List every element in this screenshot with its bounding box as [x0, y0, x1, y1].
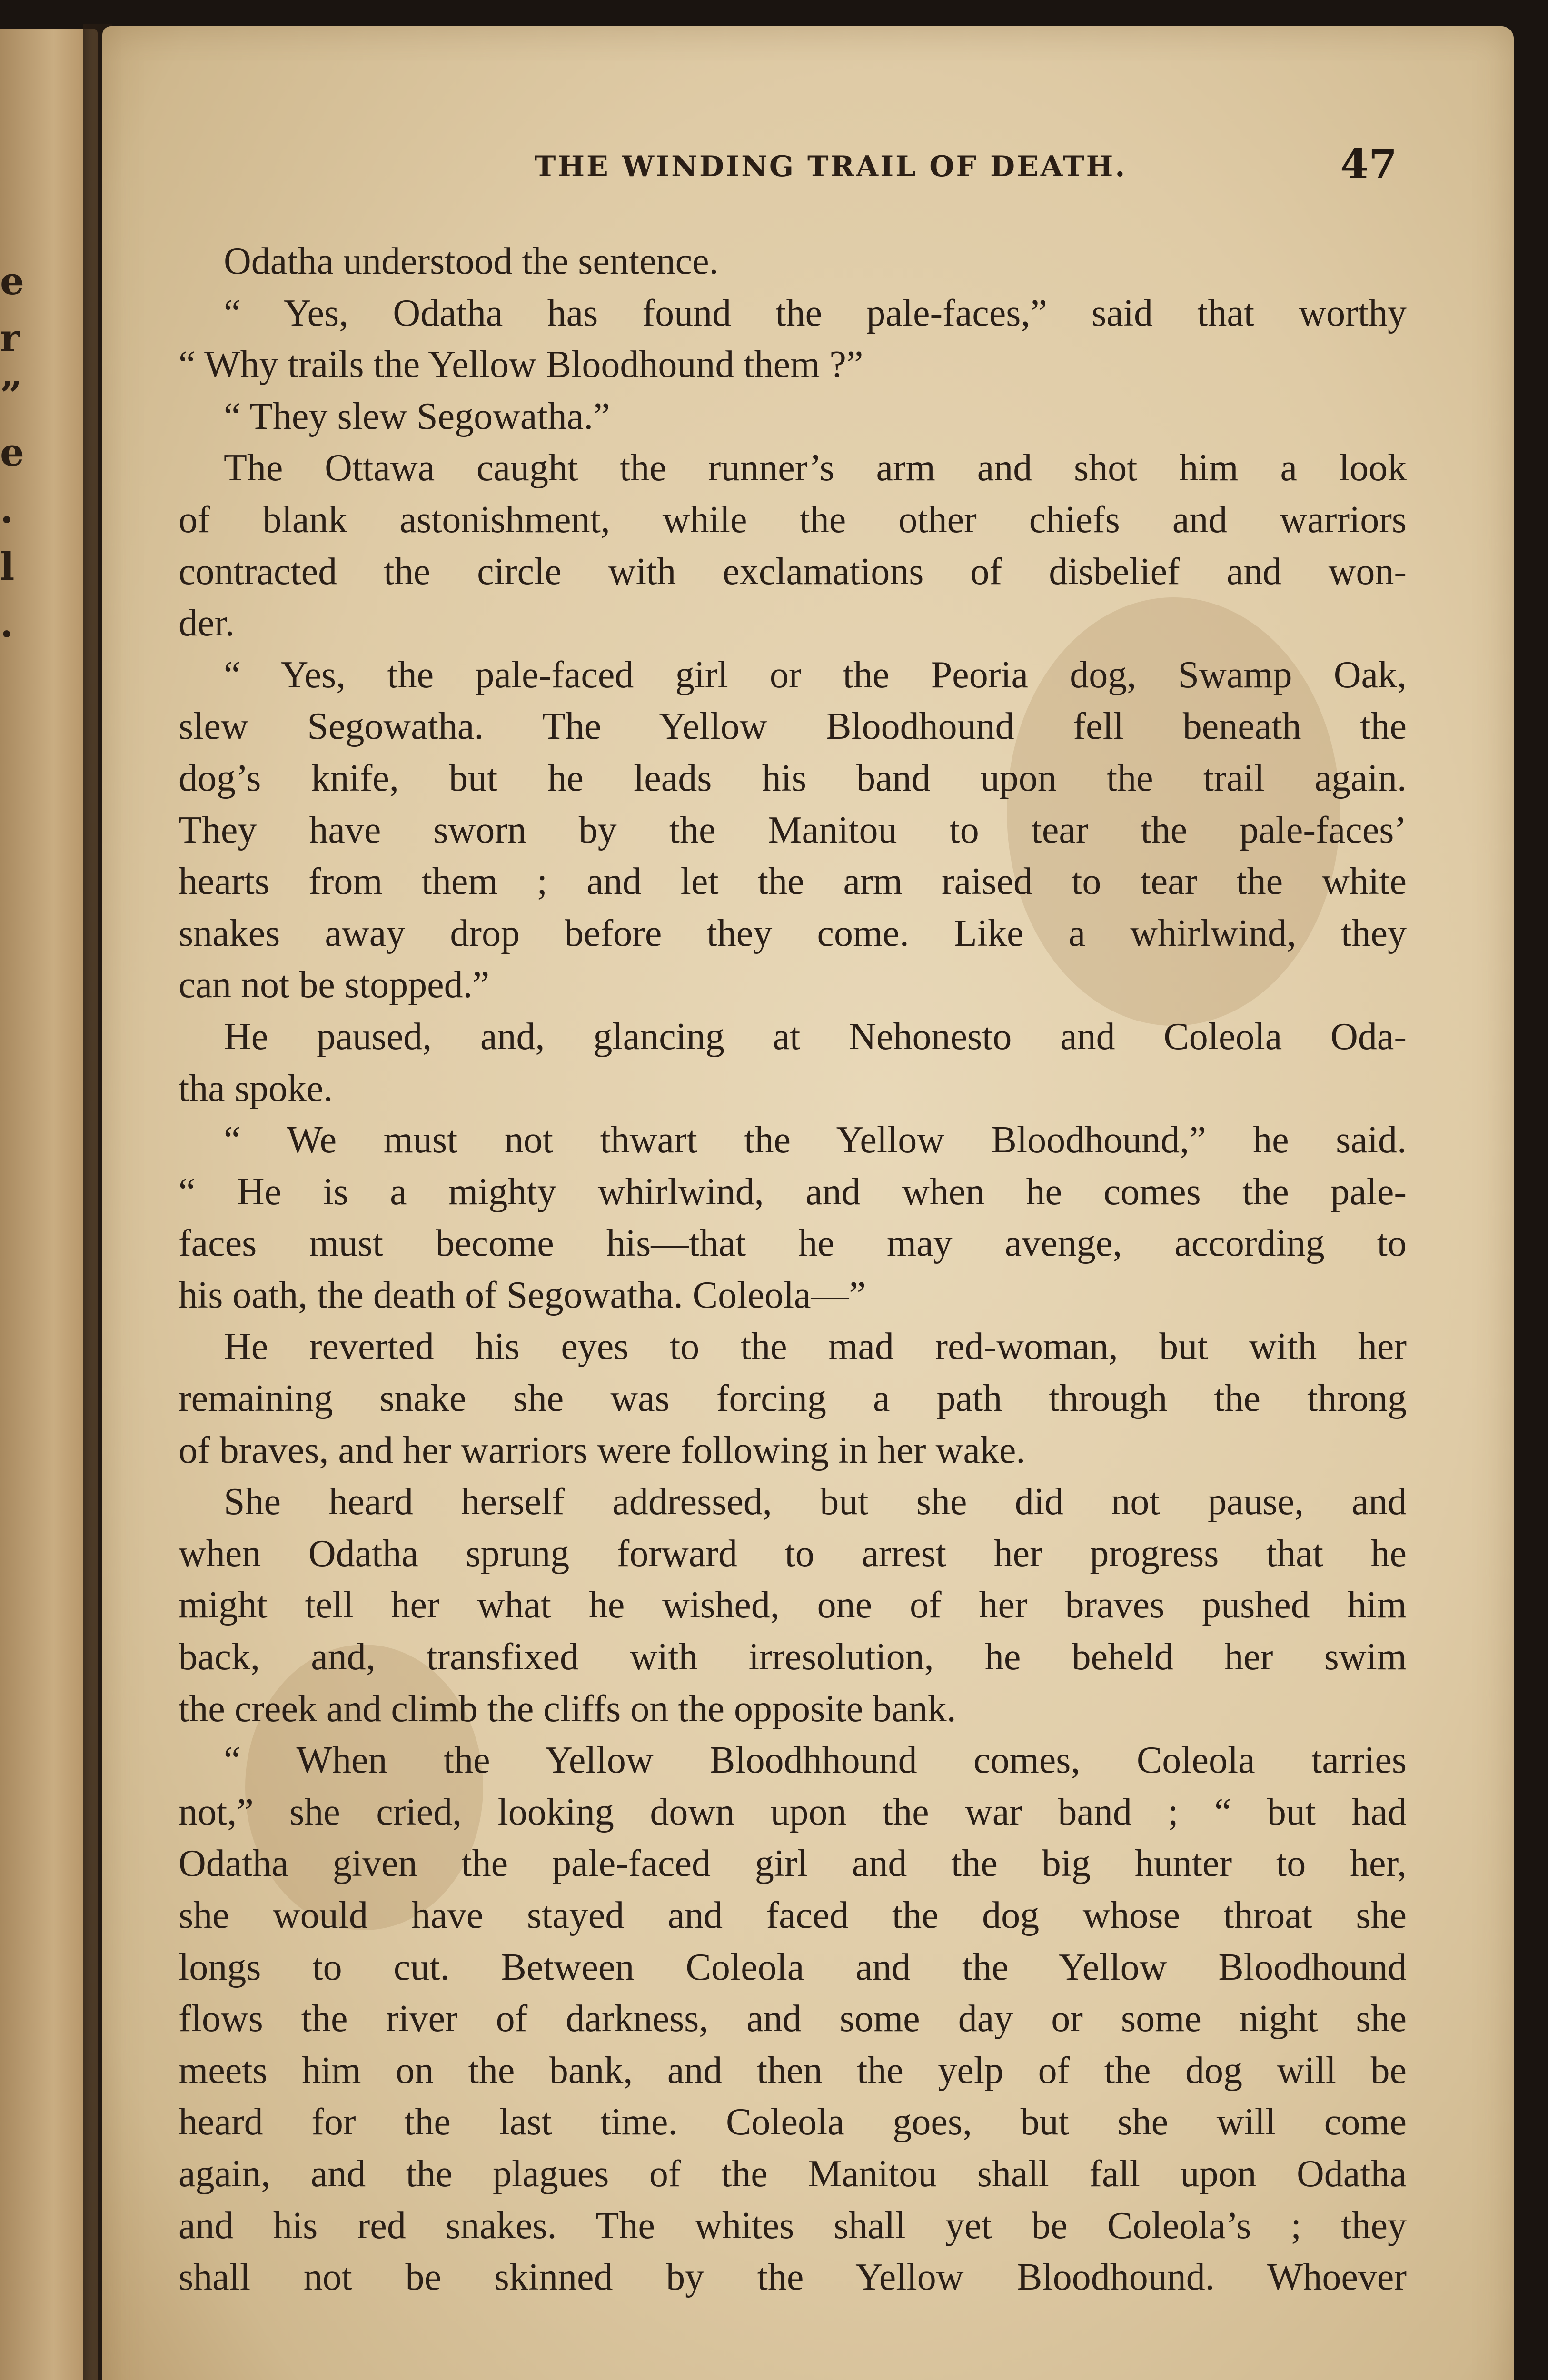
- text-line: slew Segowatha. The Yellow Bloodhound fell beneath the: [179, 705, 1407, 748]
- fragment: e: [0, 430, 24, 475]
- text-line: shall not be skinned by the Yellow Bloodhound. Whoever: [179, 2256, 1407, 2299]
- text-line: Odatha given the pale-faced girl and the big hunter to her,: [179, 1843, 1407, 1885]
- book-page: [102, 26, 1514, 2380]
- text-line: The Ottawa caught the runner’s arm and shot him a look: [224, 447, 1407, 489]
- fragment: .: [0, 487, 13, 532]
- text-line: she would have stayed and faced the dog whose throat she: [179, 1894, 1407, 1936]
- text-line: his oath, the death of Segowatha. Coleola—”: [179, 1274, 866, 1316]
- body-text: [179, 236, 1407, 2303]
- text-line: He reverted his eyes to the mad red-woman, but with her: [224, 1326, 1407, 1368]
- text-line: might tell her what he wished, one of her braves pushed him: [179, 1584, 1407, 1626]
- text-line: back, and, transfixed with irresolution, he beheld her swim: [179, 1636, 1407, 1678]
- text-line: “ Yes, the pale-faced girl or the Peoria dog, Swamp Oak,: [224, 654, 1407, 696]
- text-line: not,” she cried, looking down upon the war band ; “ but had: [179, 1791, 1407, 1833]
- fragment: r: [0, 316, 20, 360]
- text-line: can not be stopped.”: [179, 964, 490, 1006]
- text-line: heard for the last time. Coleola goes, but she will come: [179, 2101, 1407, 2143]
- text-line: and his red snakes. The whites shall yet be Coleola’s ; they: [179, 2204, 1407, 2247]
- fragment: l: [0, 544, 15, 589]
- text-line: when Odatha sprung forward to arrest her progress that he: [179, 1532, 1407, 1575]
- text-line: again, and the plagues of the Manitou shall fall upon Odatha: [179, 2152, 1407, 2195]
- text-line: “ He is a mighty whirlwind, and when he comes the pale-: [179, 1170, 1407, 1213]
- fragment: ”: [0, 373, 22, 417]
- text-line: She heard herself addressed, but she did not pause, and: [224, 1481, 1407, 1523]
- text-line: He paused, and, glancing at Nehonesto and Coleola Oda-: [224, 1015, 1407, 1058]
- text-line: hearts from them ; and let the arm raised to tear the white: [179, 861, 1407, 903]
- running-head: [102, 140, 1514, 202]
- text-line: snakes away drop before they come. Like a whirlwind, they: [179, 912, 1407, 954]
- text-line: “ They slew Segowatha.”: [224, 395, 610, 437]
- text-line: “ Why trails the Yellow Bloodhound them ?”: [179, 344, 863, 386]
- text-line: flows the river of darkness, and some day or some night she: [179, 1998, 1407, 2040]
- text-line: der.: [179, 602, 235, 645]
- text-line: of braves, and her warriors were following in her wake.: [179, 1429, 1026, 1471]
- page-number: 47: [1340, 140, 1397, 188]
- text-line: “ When the Yellow Bloodhhound comes, Coleola tarries: [224, 1739, 1407, 1782]
- running-head-title: THE WINDING TRAIL OF DEATH.: [534, 150, 1127, 183]
- text-line: meets him on the bank, and then the yelp of the dog will be: [179, 2049, 1407, 2092]
- text-line: remaining snake she was forcing a path through the throng: [179, 1378, 1407, 1420]
- text-line: the creek and climb the cliffs on the opposite bank.: [179, 1687, 956, 1730]
- text-line: longs to cut. Between Coleola and the Yellow Bloodhound: [179, 1946, 1407, 1988]
- previous-page-fragments: [0, 252, 29, 652]
- text-line: Odatha understood the sentence.: [224, 240, 719, 282]
- text-line: They have sworn by the Manitou to tear the pale-faces’: [179, 809, 1407, 851]
- text-line: “ Yes, Odatha has found the pale-faces,” said that worthy: [224, 292, 1407, 334]
- text-line: contracted the circle with exclamations of disbelief and won-: [179, 550, 1407, 593]
- fragment: .: [0, 601, 13, 646]
- fragment: e: [0, 258, 24, 303]
- text-line: dog’s knife, but he leads his band upon the trail again.: [179, 757, 1407, 799]
- text-line: faces must become his—that he may avenge, according to: [179, 1222, 1407, 1265]
- text-line: “ We must not thwart the Yellow Bloodhound,” he said.: [224, 1119, 1407, 1161]
- text-line: tha spoke.: [179, 1067, 333, 1110]
- text-line: of blank astonishment, while the other chiefs and warriors: [179, 498, 1407, 541]
